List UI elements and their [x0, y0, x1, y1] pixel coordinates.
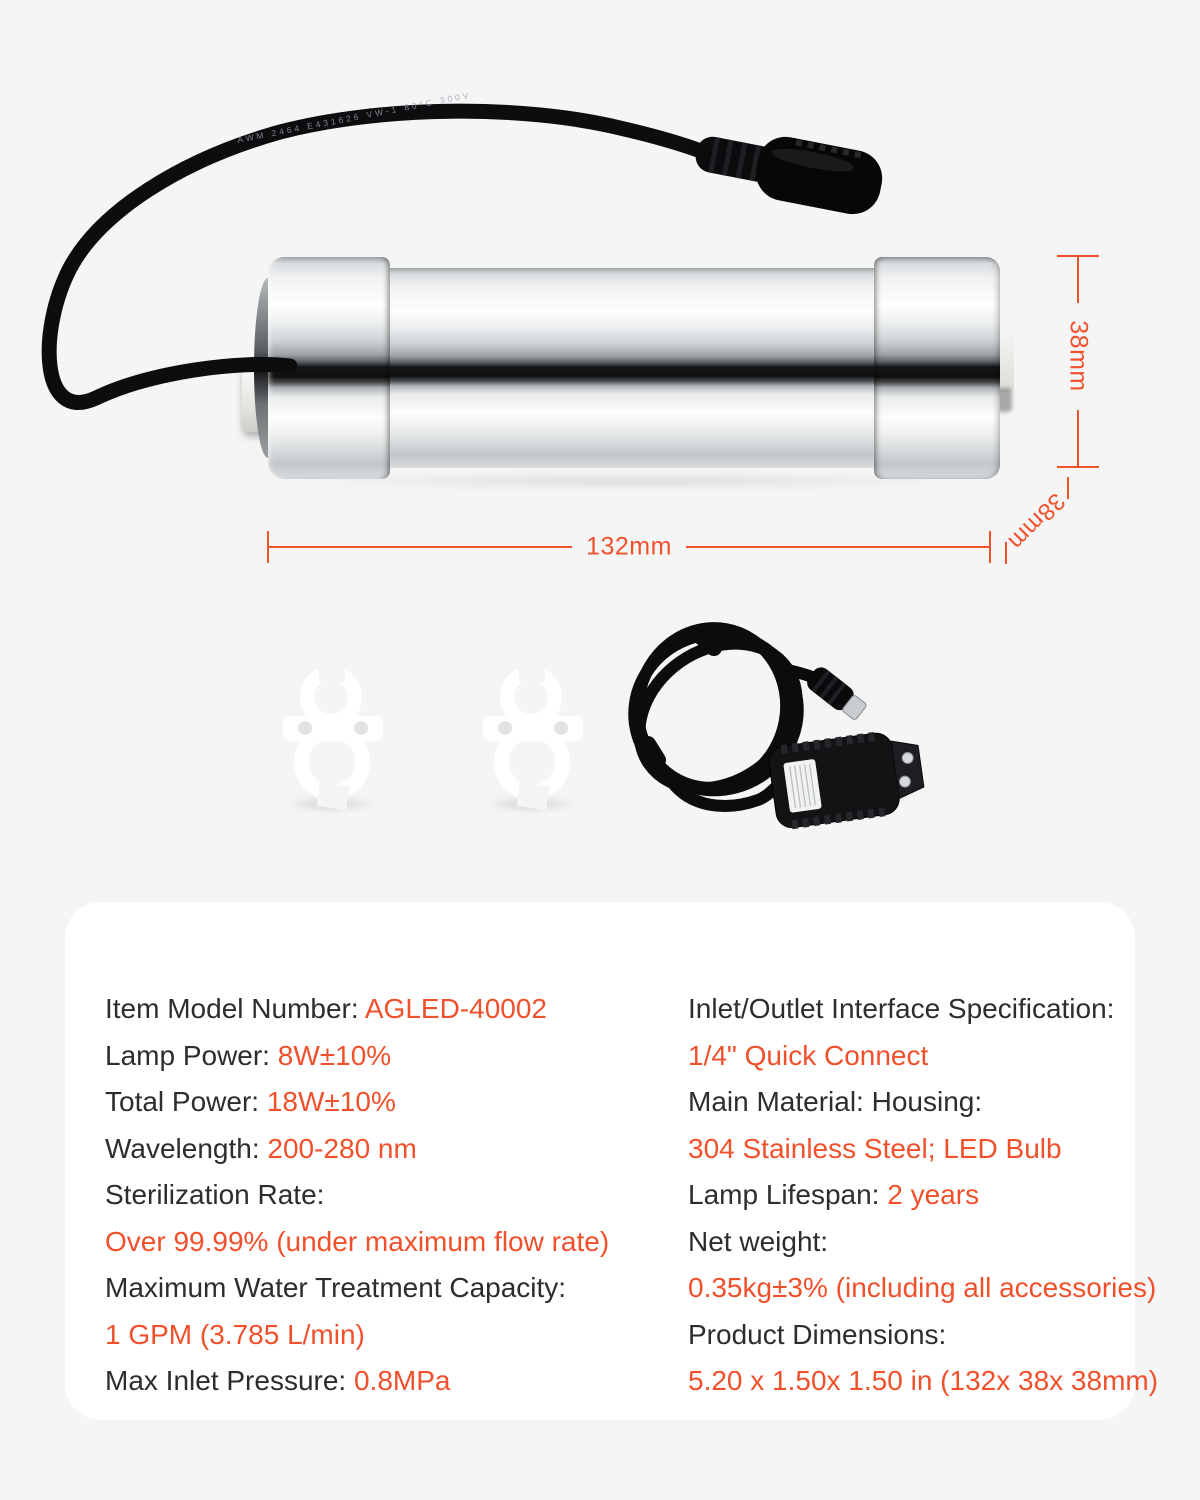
spec-label: Net weight: — [688, 1225, 829, 1257]
spec-label: Main Material: Housing: — [688, 1086, 983, 1117]
spec-value: 8W±10% — [277, 1039, 392, 1071]
dc-plug — [804, 664, 870, 723]
spec-label: Max Inlet Pressure: — [105, 1365, 354, 1396]
spec-value: Over 99.99% (under maximum flow rate) — [105, 1225, 610, 1257]
spec-label: Total Power: — [105, 1086, 267, 1117]
dimension-length-label: 132mm — [586, 532, 672, 561]
spec-label: Maximum Water Treatment Capacity: — [105, 1272, 567, 1303]
dimension-height-label: 38mm — [1064, 320, 1093, 392]
dc-connector — [690, 120, 887, 219]
spec-value: 5.20 x 1.50x 1.50 in (132x 38x 38mm) — [688, 1365, 1159, 1396]
spec-value: 200-280 nm — [267, 1132, 417, 1164]
spec-label: Sterilization Rate: — [105, 1179, 325, 1210]
spec-value: 18W±10% — [266, 1086, 396, 1117]
spec-value: 0.35kg±3% (including all accessories) — [688, 1272, 1157, 1303]
power-cable — [49, 111, 718, 402]
spec-label: Lamp Lifespan: — [688, 1179, 888, 1210]
spec-label: Product Dimensions: — [688, 1318, 947, 1350]
spec-value: 304 Stainless Steel; LED Bulb — [688, 1132, 1062, 1164]
spec-label: Wavelength: — [105, 1132, 268, 1164]
cable-print-text: AWM 2464 E431626 VW-1 80°C 300V — [236, 89, 473, 145]
spec-label: Inlet/Outlet Interface Specification: — [688, 993, 1115, 1024]
spec-value: 0.8MPa — [353, 1365, 451, 1396]
spec-label: Item Model Number: — [105, 993, 365, 1024]
spec-value: AGLED-40002 — [364, 993, 547, 1024]
spec-value: 2 years — [887, 1179, 980, 1210]
spec-label: Lamp Power: — [105, 1039, 278, 1071]
dimension-lines — [268, 256, 1099, 564]
spec-value: 1/4" Quick Connect — [688, 1039, 929, 1071]
dimension-depth-label: 38mm — [1002, 487, 1071, 556]
spec-value: 1 GPM (3.785 L/min) — [105, 1318, 365, 1350]
